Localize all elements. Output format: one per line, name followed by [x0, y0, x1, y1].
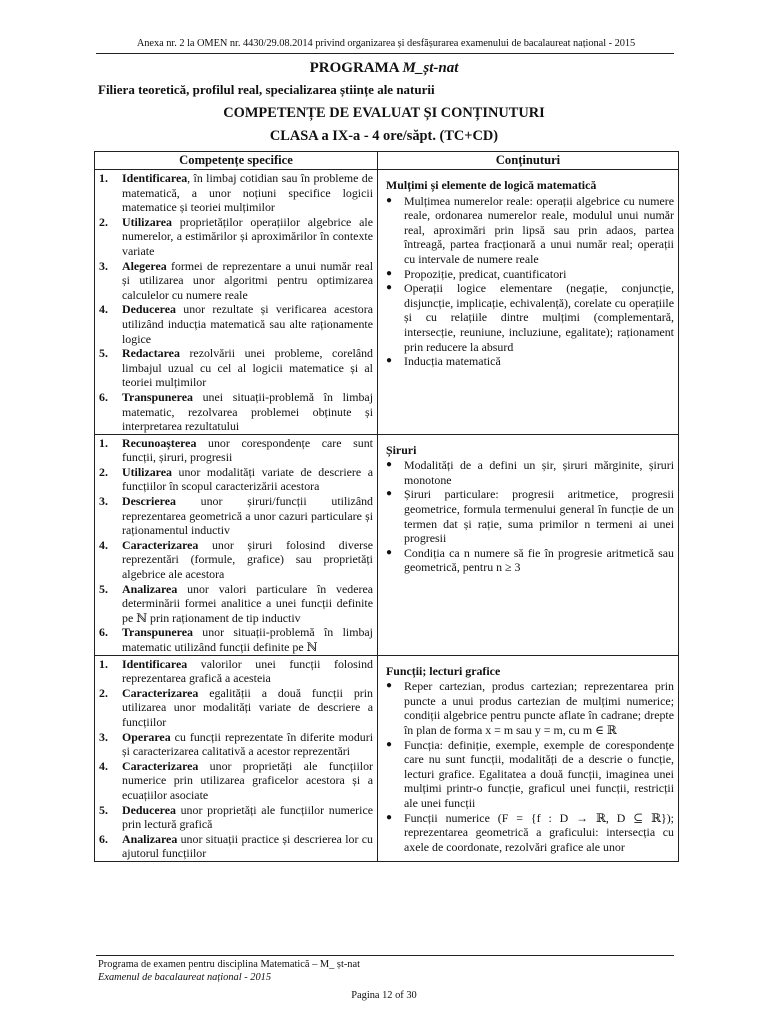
competence-description: formei de reprezentare a unui număr real și utilizarea unor algoritmi pentru optimizarea calculelor cu numere reale	[122, 258, 373, 302]
competence-text	[122, 730, 373, 759]
competence-verb: Identificarea	[122, 171, 188, 185]
bullet-icon: ●	[386, 355, 393, 367]
competence-verb: Caracterizarea	[122, 758, 199, 773]
competence-item	[99, 302, 373, 346]
program-code: M_șt-nat	[402, 60, 459, 76]
competence-number: 5.	[99, 802, 108, 817]
content-item	[384, 281, 674, 354]
bullet-icon: ●	[386, 282, 393, 294]
competence-verb: Descrierea	[122, 494, 176, 509]
competence-list	[95, 170, 377, 434]
competence-item	[99, 259, 373, 303]
competence-description: unor corespondențe care sunt funcții, șiruri, progresii	[122, 435, 373, 465]
competence-number: 2.	[99, 464, 108, 479]
content-text: Funcția: definiție, exemple, exemple de corespondențe care nu sunt funcții, modalități de a descrie o funcție, lecturi grafice. Egalitatea a două funcții, imaginea unei mulțimi printr-o funcție, graficul unei funcții, restricții ale unei funcții	[404, 737, 674, 810]
content-heading: Funcții; lecturi grafice	[386, 663, 501, 678]
content-item	[384, 458, 674, 487]
competence-item	[99, 494, 373, 538]
col-header-contents: Conținuturi	[378, 152, 679, 170]
content-item	[384, 811, 674, 855]
competence-list	[95, 656, 377, 861]
competence-number: 3.	[99, 729, 108, 744]
bullet-icon: ●	[386, 459, 393, 471]
competence-text	[122, 832, 373, 861]
competence-text	[122, 803, 373, 832]
competences-cell	[95, 655, 378, 861]
competence-text	[122, 436, 373, 465]
bullet-icon: ●	[386, 488, 393, 500]
competence-description: unor șiruri/funcții utilizând reprezentarea geometrică a unor cazuri particulare și raționamentul inductiv	[122, 494, 373, 538]
content-list	[384, 679, 674, 854]
bullet-icon: ●	[386, 680, 393, 692]
competence-item	[99, 625, 373, 654]
competence-number: 2.	[99, 214, 108, 229]
competence-number: 4.	[99, 537, 108, 552]
competence-item	[99, 465, 373, 494]
competence-item	[99, 686, 373, 730]
content-heading: Mulțimi și elemente de logică matematică	[386, 178, 597, 192]
footer-line-1: Programa de examen pentru disciplina Matematică – M_ șt-nat	[98, 959, 360, 970]
competence-verb: Identificarea	[122, 656, 188, 671]
col-header-competences: Competențe specifice	[95, 152, 378, 170]
competence-item	[99, 436, 373, 465]
competence-description: valorilor unei funcții folosind reprezentarea grafică a acesteia	[122, 656, 373, 686]
competence-verb: Transpunerea	[122, 389, 193, 404]
competence-item	[99, 171, 373, 215]
competence-verb: Caracterizarea	[122, 685, 199, 700]
competence-verb: Analizarea	[122, 831, 178, 846]
contents-block	[378, 435, 678, 575]
filiera-line: Filiera teoretică, profilul real, specializarea științe ale naturii	[98, 82, 435, 97]
competence-item	[99, 538, 373, 582]
competence-description: rezolvării unei probleme, corelând limbajul uzual cu cel al logicii matematice și al teoriei mulțimilor	[122, 346, 373, 390]
program-title	[0, 60, 768, 77]
table-row	[95, 655, 679, 861]
header-divider	[96, 53, 674, 54]
competence-description: egalității a două funcții prin utilizarea unor modalități variate de descriere a funcțiilor	[122, 685, 373, 729]
competence-verb: Alegerea	[122, 258, 167, 273]
competence-description: unor situații-problemă în limbaj matematic utilizând funcții definite pe ℕ	[122, 625, 373, 654]
annex-line: Anexa nr. 2 la OMEN nr. 4430/29.08.2014 privind organizarea și desfășurarea examenului de bacalaureat național - 2015	[136, 38, 636, 49]
competence-verb: Analizarea	[122, 581, 178, 596]
competence-item	[99, 730, 373, 759]
competence-number: 5.	[99, 346, 108, 361]
competence-item	[99, 390, 373, 434]
competences-cell	[95, 434, 378, 655]
competence-text	[122, 390, 373, 434]
competence-description: unor șiruri folosind diverse reprezentări (formule, grafice) sau proprietăți algebrice ale acestora	[122, 537, 373, 582]
content-text: Modalități de a defini un șir, șiruri mărginite, șiruri monotone	[404, 458, 674, 487]
competences-table	[94, 151, 679, 862]
content-item	[384, 738, 674, 811]
competence-item	[99, 582, 373, 626]
competence-verb: Deducerea	[122, 302, 176, 317]
contents-block	[378, 170, 678, 369]
competence-verb: Recunoașterea	[122, 435, 197, 450]
competence-description: unor valori particulare în vederea determinării formei analitice a unei funcții definite pe ℕ prin raționament de tip inductiv	[122, 581, 373, 625]
competence-description: unor modalități variate de descriere a funcțiilor în scopul caracterizării acestora	[122, 464, 373, 494]
competence-text	[122, 215, 373, 259]
competence-description: unei situații-problemă în limbaj matematic, rezolvarea problemei obținute și interpretarea rezultatului	[122, 389, 373, 434]
competences-cell	[95, 170, 378, 435]
bullet-icon: ●	[386, 267, 393, 279]
competence-description: proprietăților operațiilor algebrice ale numerelor, a estimărilor și aproximărilor în contexte variate	[122, 214, 373, 258]
footer-divider	[96, 955, 674, 956]
contents-cell	[378, 170, 679, 435]
page-number: Pagina 12 of 30	[351, 990, 417, 1001]
competence-verb: Utilizarea	[122, 214, 172, 229]
content-item	[384, 194, 674, 267]
contents-cell	[378, 655, 679, 861]
competence-text	[122, 171, 373, 215]
bullet-icon: ●	[386, 738, 393, 750]
content-item	[384, 267, 674, 282]
competence-description: , în limbaj cotidian sau în probleme de matematică, a unor noțiuni specifice logicii matematice și teoriei mulțimilor	[122, 171, 373, 215]
competence-number: 5.	[99, 581, 108, 596]
table-row	[95, 434, 679, 655]
competence-text	[122, 302, 373, 346]
class-title: CLASA a IX-a - 4 ore/săpt. (TC+CD)	[269, 128, 499, 144]
competence-description: cu funcții reprezentate în diferite moduri și caracterizarea calitativă a acestor reprezentări	[122, 729, 373, 759]
competence-description: unor rezultate și verificarea acestora utilizând inducția matematică sau alte raționamente logice	[122, 302, 373, 346]
competence-text	[122, 346, 373, 390]
content-item	[384, 679, 674, 737]
contents-block	[378, 656, 678, 855]
footer-line-2: Examenul de bacalaureat național - 2015	[98, 972, 272, 983]
section-title: COMPETENȚE DE EVALUAT ȘI CONȚINUTURI	[223, 105, 545, 121]
competence-text	[122, 259, 373, 303]
competence-number: 2.	[99, 685, 108, 700]
competence-verb: Caracterizarea	[122, 537, 199, 552]
competence-list	[95, 435, 377, 655]
competence-item	[99, 803, 373, 832]
content-list	[384, 194, 674, 369]
content-text: Operații logice elementare (negație, conjuncție, disjuncție, implicație, echivalență), corelate cu operațiile și cu relațiile dintre mulțimi (complementară, intersecție, reuniune, incluziune, egalitate); raționament prin reducere la absurd	[404, 281, 674, 354]
competence-item	[99, 832, 373, 861]
competence-verb: Redactarea	[122, 346, 180, 361]
competence-verb: Utilizarea	[122, 464, 172, 479]
competence-item	[99, 215, 373, 259]
content-text: Reper cartezian, produs cartezian; reprezentarea prin puncte a unui produs cartezian de mulțimi numerice; condiții algebrice pentru puncte aflate în cadrane; drepte în plan de forma x = m sau y = m, cu m ∈ ℝ	[404, 679, 674, 737]
competence-number: 3.	[99, 494, 108, 509]
competence-number: 4.	[99, 302, 108, 317]
competence-text	[122, 538, 373, 582]
competence-number: 3.	[99, 258, 108, 273]
bullet-icon: ●	[386, 546, 393, 558]
competence-verb: Transpunerea	[122, 625, 193, 640]
content-text: Șiruri particulare: progresii aritmetice, progresii geometrice, formula termenului general în funcție de un termen dat și rație, suma primilor n termeni ai unei progresii	[404, 487, 674, 546]
competence-number: 6.	[99, 389, 108, 404]
bullet-icon: ●	[386, 811, 393, 823]
table-row	[95, 170, 679, 435]
content-heading: Șiruri	[386, 442, 417, 457]
competence-text	[122, 625, 373, 654]
competence-text	[122, 686, 373, 730]
content-text: Funcții numerice (F = {f : D → ℝ, D ⊆ ℝ}); reprezentarea geometrică a graficului: intersecția cu axele de coordonate, rezolvări grafice ale unor	[404, 810, 674, 854]
competence-description: unor situații practice și descrierea lor cu ajutorul funcțiilor	[122, 831, 373, 861]
competence-text	[122, 759, 373, 803]
competence-number: 1.	[99, 656, 108, 671]
content-item	[384, 487, 674, 545]
competence-item	[99, 759, 373, 803]
bullet-icon: ●	[386, 194, 393, 206]
content-item	[384, 354, 674, 369]
competence-verb: Deducerea	[122, 802, 176, 817]
content-text: Mulțimea numerelor reale: operații algebrice cu numere reale, ordonarea numerelor reale, modulul unui număr real, aproximări prin lipsă sau prin adaos, partea întreagă, partea fracționară a unui număr real; operații cu intervale de numere reale	[404, 193, 674, 266]
content-text: Condiția ca n numere să fie în progresie aritmetică sau geometrică, pentru n ≥ 3	[404, 545, 674, 575]
competence-text	[122, 494, 373, 538]
table-body	[95, 170, 679, 862]
competence-text	[122, 465, 373, 494]
content-text: Propoziție, predicat, cuantificatori	[404, 266, 567, 281]
content-item	[384, 546, 674, 575]
competence-number: 4.	[99, 758, 108, 773]
competence-number: 1.	[99, 171, 108, 185]
competence-text	[122, 657, 373, 686]
content-text: Inducția matematică	[404, 354, 501, 369]
competence-item	[99, 657, 373, 686]
competence-number: 6.	[99, 625, 108, 640]
table-header-row	[95, 152, 679, 170]
competence-number: 1.	[99, 435, 108, 450]
competence-description: unor proprietăți ale funcțiilor numerice prin lectură grafică	[122, 802, 373, 832]
competence-verb: Operarea	[122, 729, 171, 744]
content-list	[384, 458, 674, 575]
competence-description: unor proprietăți ale funcțiilor numerice prin utilizarea graficelor acestora și a ecuațiilor asociate	[122, 758, 373, 802]
competence-item	[99, 346, 373, 390]
contents-cell	[378, 434, 679, 655]
competence-text	[122, 582, 373, 626]
competence-number: 6.	[99, 831, 108, 846]
program-prefix: PROGRAMA	[309, 60, 399, 76]
